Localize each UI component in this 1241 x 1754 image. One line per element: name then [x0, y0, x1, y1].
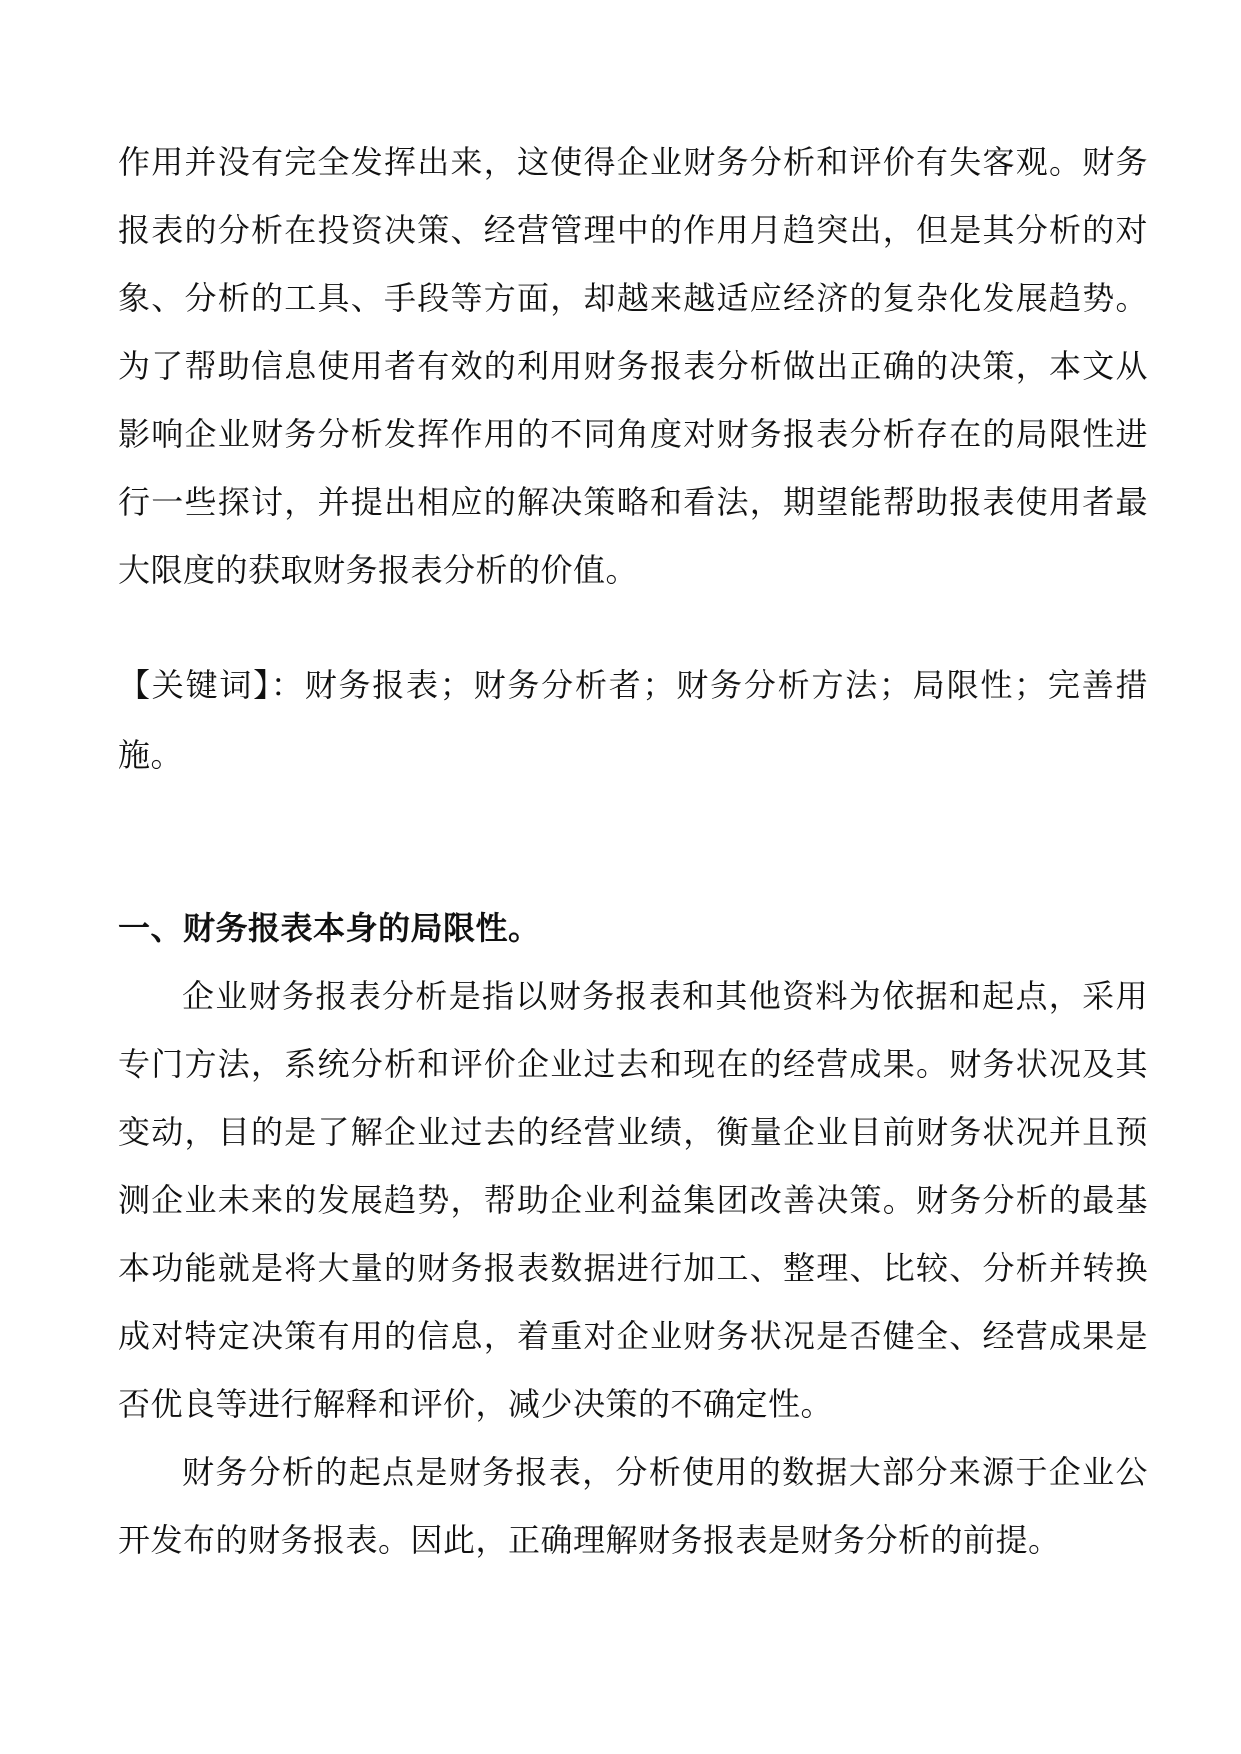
page-content: [118, 128, 1148, 1574]
keywords-label: 【关键词】: [118, 666, 271, 704]
keywords-text: ：财务报表；财务分析者；财务分析方法；局限性；完善措施。: [118, 666, 1148, 774]
section-paragraph-2: 财务分析的起点是财务报表，分析使用的数据大部分来源于企业公开发布的财务报表。因此，正确理解财务报表是财务分析的前提。: [118, 1453, 1148, 1559]
abstract-continuation-paragraph: 作用并没有完全发挥出来，这使得企业财务分析和评价有失客观。财务报表的分析在投资决策、经营管理中的作用月趋突出，但是其分析的对象、分析的工具、手段等方面，却越来越适应经济的复杂化发展趋势。为了帮助信息使用者有效的利用财务报表分析做出正确的决策，本文从影响企业财务分析发挥作用的不同角度对财务报表分析存在的局限性进行一些探讨，并提出相应的解决策略和看法，期望能帮助报表使用者最大限度的获取财务报表分析的价值。: [118, 143, 1148, 589]
section-heading: 一、财务报表本身的局限性。: [118, 909, 541, 947]
section-paragraph-1: 企业财务报表分析是指以财务报表和其他资料为依据和起点，采用专门方法，系统分析和评价企业过去和现在的经营成果。财务状况及其变动，目的是了解企业过去的经营业绩，衡量企业目前财务状况并且预测企业未来的发展趋势，帮助企业利益集团改善决策。财务分析的最基本功能就是将大量的财务报表数据进行加工、整理、比较、分析并转换成对特定决策有用的信息，着重对企业财务状况是否健全、经营成果是否优良等进行解释和评价，减少决策的不确定性。: [118, 977, 1148, 1423]
keywords-paragraph: [118, 650, 1148, 790]
